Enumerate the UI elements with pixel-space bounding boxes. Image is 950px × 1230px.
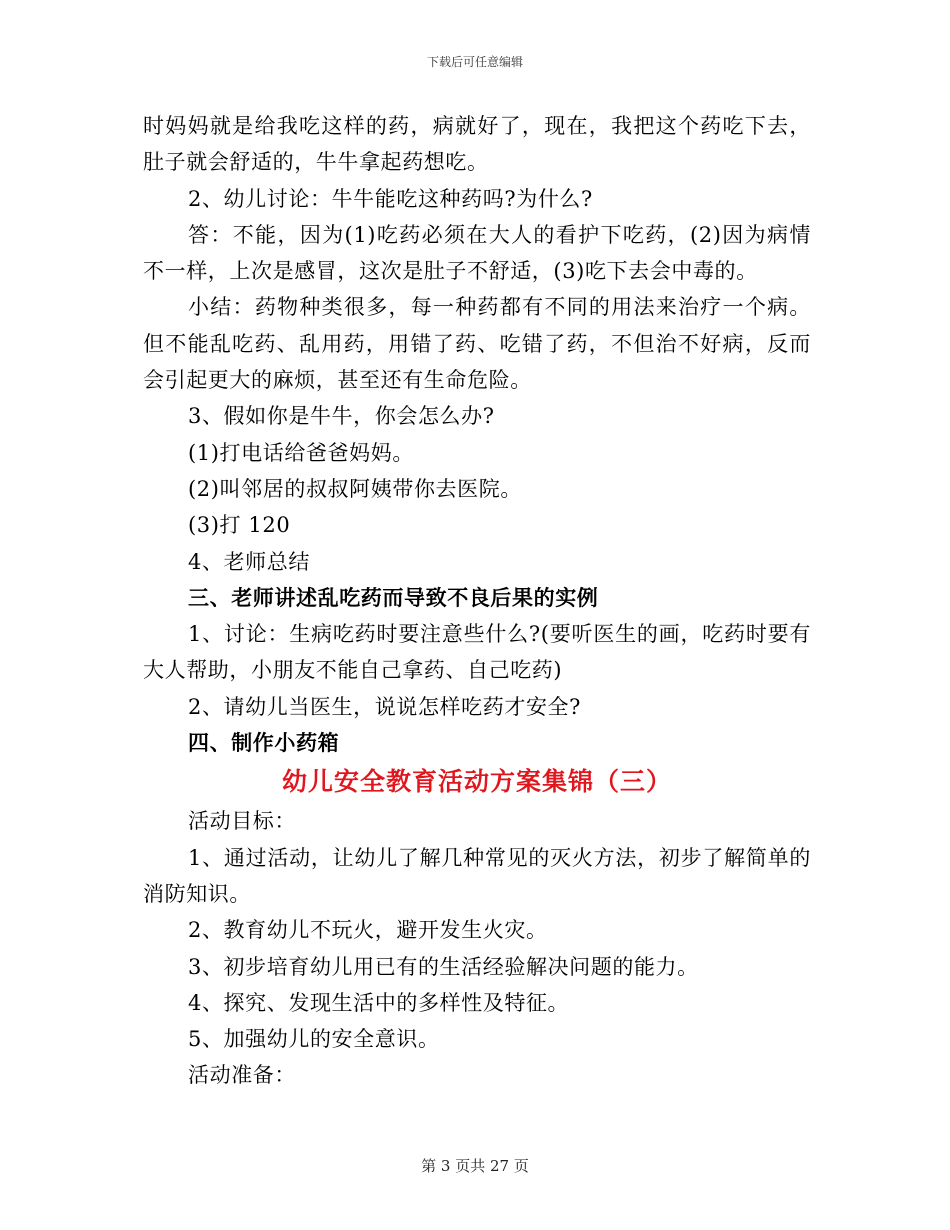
section-heading-four: 四、制作小药箱	[188, 730, 340, 756]
page-header: 下载后可任意编辑	[426, 55, 523, 69]
section-heading-three: 三、老师讲述乱吃药而导致不良后果的实例	[188, 584, 599, 610]
paragraph-preparation-label: 活动准备：	[188, 1063, 296, 1088]
paragraph-continued: 时妈妈就是给我吃这样的药，病就好了，现在，我把这个药吃下去，肚子就会舒适的，牛牛拿起药想吃。	[143, 114, 811, 175]
page-footer: 第 3 页共 27 页	[421, 1157, 529, 1175]
document-title: 幼儿安全教育活动方案集锦（三）	[281, 767, 672, 797]
list-item-1: (1)打电话给爸爸妈妈。	[188, 440, 414, 465]
list-item-2: (2)叫邻居的叔叔阿姨带你去医院。	[188, 476, 522, 501]
goal-item-3: 3、初步培育幼儿用已有的生活经验解决问题的能力。	[188, 954, 699, 979]
paragraph-discuss-medicine: 1、讨论：生病吃药时要注意些什么?(要听医生的画，吃药时要有大人帮助，小朋友不能自己拿药、自己吃药)	[143, 622, 811, 683]
paragraph-teacher-summary: 4、老师总结	[188, 549, 310, 574]
paragraph-play-doctor: 2、请幼儿当医生，说说怎样吃药才安全?	[188, 694, 582, 719]
goal-item-4: 4、探究、发现生活中的多样性及特征。	[188, 990, 570, 1015]
list-item-3: (3)打 120	[188, 513, 291, 538]
paragraph-answer: 答：不能，因为(1)吃药必须在大人的看护下吃药，(2)因为病情不一样，上次是感冒，这次是肚子不舒适，(3)吃下去会中毒的。	[143, 222, 811, 284]
paragraph-question: 3、假如你是牛牛，你会怎么办?	[188, 404, 495, 429]
goal-item-5: 5、加强幼儿的安全意识。	[188, 1027, 440, 1052]
goal-item-2: 2、教育幼儿不玩火，避开发生火灾。	[188, 918, 548, 943]
goal-item-1: 1、通过活动，让幼儿了解几种常见的灭火方法，初步了解简单的消防知识。	[143, 845, 811, 906]
paragraph-goals-label: 活动目标：	[188, 809, 296, 834]
page-content	[143, 108, 811, 1094]
paragraph-summary: 小结：药物种类很多，每一种药都有不同的用法来治疗一个病。但不能乱吃药、乱用药，用错了药、吃错了药，不但治不好病，反而会引起更大的麻烦，甚至还有生命危险。	[143, 295, 811, 393]
paragraph-discussion: 2、幼儿讨论：牛牛能吃这种药吗?为什么?	[188, 186, 593, 211]
